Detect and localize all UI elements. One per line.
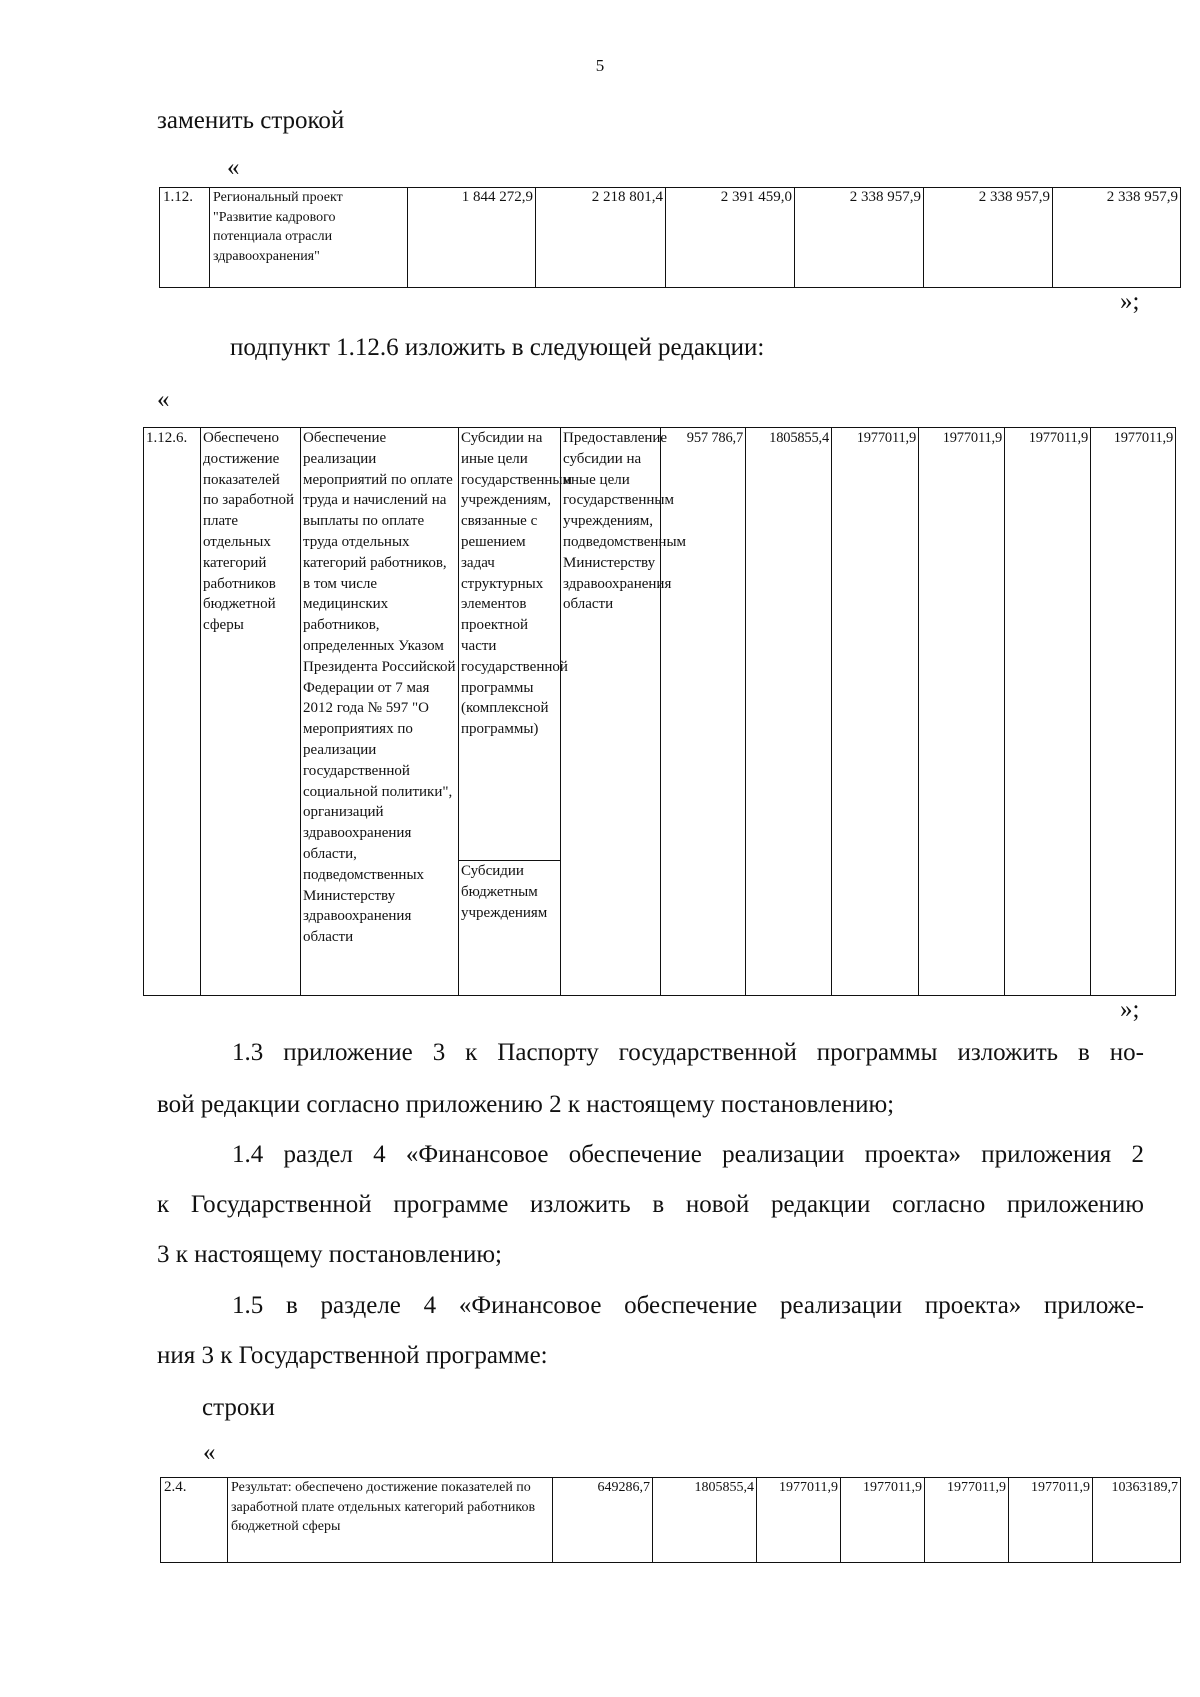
value-cell: 1977011,9 [832, 428, 919, 996]
value-cell: 1977011,9 [1091, 428, 1176, 996]
table-row-1-12 [159, 187, 1181, 288]
value-cell: 1977011,9 [757, 1478, 841, 1563]
row-number: 1.12. [160, 188, 210, 288]
value-cell: 1977011,9 [1009, 1478, 1093, 1563]
value-cell: 2 218 801,4 [536, 188, 666, 288]
paragraph-1-5-line-1: 1.5 в разделе 4 «Финансовое обеспечение реализации проекта» приложе- [232, 1292, 1144, 1319]
table-row-2-4 [160, 1477, 1181, 1563]
value-cell: 1977011,9 [1005, 428, 1091, 996]
value-cell: 1805855,4 [653, 1478, 757, 1563]
value-cell: 2 338 957,9 [795, 188, 924, 288]
value-cell: 1 844 272,9 [408, 188, 536, 288]
value-cell: 2 391 459,0 [666, 188, 795, 288]
value-cell: 2 338 957,9 [924, 188, 1053, 288]
closing-quote-2: »; [1120, 996, 1140, 1023]
subsidy-type-2: Субсидии бюджетным учреждениям [461, 863, 548, 921]
project-name: Региональный проект "Развитие кадрового потенциала отрасли здравоохранения" [210, 188, 408, 288]
subsidy-type-1: Субсидии на иные цели государственным учреждениям, связанные с решением задач структурных элементов проектной части государственной программы (комплексной программы) [459, 428, 560, 861]
paragraph-1-3-line-1: 1.3 приложение 3 к Паспорту государственной программы изложить в но- [232, 1039, 1144, 1066]
opening-quote-2: « [157, 386, 170, 413]
value-cell: 10363189,7 [1093, 1478, 1181, 1563]
opening-quote-1: « [227, 154, 240, 181]
value-cell: 1977011,9 [925, 1478, 1009, 1563]
goal-cell: Обеспечено достижение показателей по заработной плате отдельных категорий работников бюджетной сферы [201, 428, 301, 996]
paragraph-1-4-line-1: 1.4 раздел 4 «Финансовое обеспечение реализации проекта» приложения 2 [232, 1141, 1144, 1168]
value-cell: 957 786,7 [661, 428, 746, 996]
value-cell: 1977011,9 [841, 1478, 925, 1563]
paragraph-1-4-line-2: к Государственной программе изложить в новой редакции согласно приложению [157, 1191, 1144, 1218]
paragraph-1-3-line-2: вой редакции согласно приложению 2 к настоящему постановлению; [157, 1091, 895, 1118]
mechanism-cell: Предоставление субсидии на иные цели государственным учреждениям, подведомственным Министерству здравоохранения области [561, 428, 661, 996]
opening-quote-3: « [203, 1439, 216, 1466]
table-row-1-12-6 [143, 427, 1176, 996]
value-cell: 2 338 957,9 [1053, 188, 1181, 288]
measure-cell: Обеспечение реализации мероприятий по оплате труда и начислений на выплаты по оплате труда отдельных категорий работников, в том числе медицинских работников, определенных Указом Президента Российской Федерации от 7 мая 2012 года № 597 "О мероприятиях по реализации государственной социальной политики", организаций здравоохранения области, подведомственных Министерству здравоохранения области [301, 428, 459, 996]
result-name: Результат: обеспечено достижение показателей по заработной плате отдельных категорий работников бюджетной сферы [228, 1478, 553, 1563]
value-cell: 1805855,4 [746, 428, 832, 996]
subsidy-type-cell [459, 428, 572, 996]
value-cell: 649286,7 [553, 1478, 653, 1563]
rows-label: строки [202, 1394, 275, 1421]
replace-with-row-text: заменить строкой [157, 107, 345, 134]
row-number: 2.4. [161, 1478, 228, 1563]
value-cell: 1977011,9 [919, 428, 1005, 996]
closing-quote-1: »; [1120, 288, 1140, 315]
paragraph-1-5-line-2: ния 3 к Государственной программе: [157, 1342, 548, 1369]
row-number: 1.12.6. [144, 428, 201, 996]
paragraph-1-4-line-3: 3 к настоящему постановлению; [157, 1241, 502, 1268]
subpoint-heading: подпункт 1.12.6 изложить в следующей редакции: [230, 334, 765, 361]
page-number: 5 [595, 56, 605, 75]
